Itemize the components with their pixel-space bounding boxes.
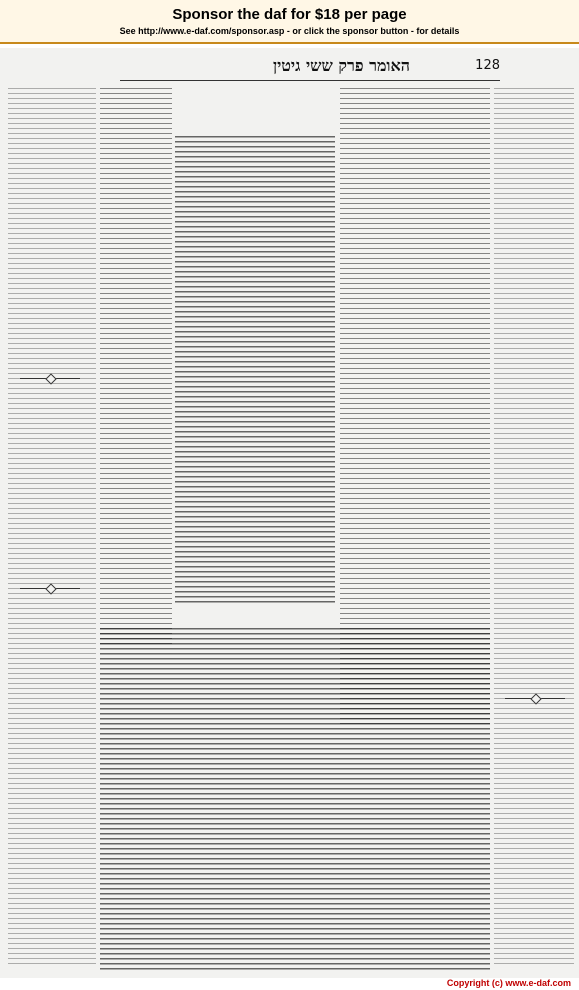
sponsor-link[interactable]: See http://www.e-daf.com/sponsor.asp - or click the sponsor button - for details <box>119 26 460 36</box>
copyright-notice[interactable]: Copyright (c) www.e-daf.com <box>446 978 571 988</box>
ornament-divider <box>505 698 565 699</box>
sponsor-banner[interactable] <box>0 0 579 44</box>
left-margin-commentary <box>8 88 96 968</box>
main-gemara-text <box>175 136 335 606</box>
tosafot-column <box>100 88 172 648</box>
ornament-divider <box>20 588 80 589</box>
bottom-commentary-block <box>100 628 490 973</box>
right-margin-commentary <box>494 88 574 968</box>
page-header <box>120 56 500 81</box>
sponsor-title[interactable]: Sponsor the daf for $18 per page <box>172 6 407 23</box>
talmud-page-scan <box>0 48 579 978</box>
chapter-header: האומר פרק ששי גיטין <box>272 56 410 75</box>
ornament-divider <box>20 378 80 379</box>
page-number: 128 <box>475 58 500 73</box>
